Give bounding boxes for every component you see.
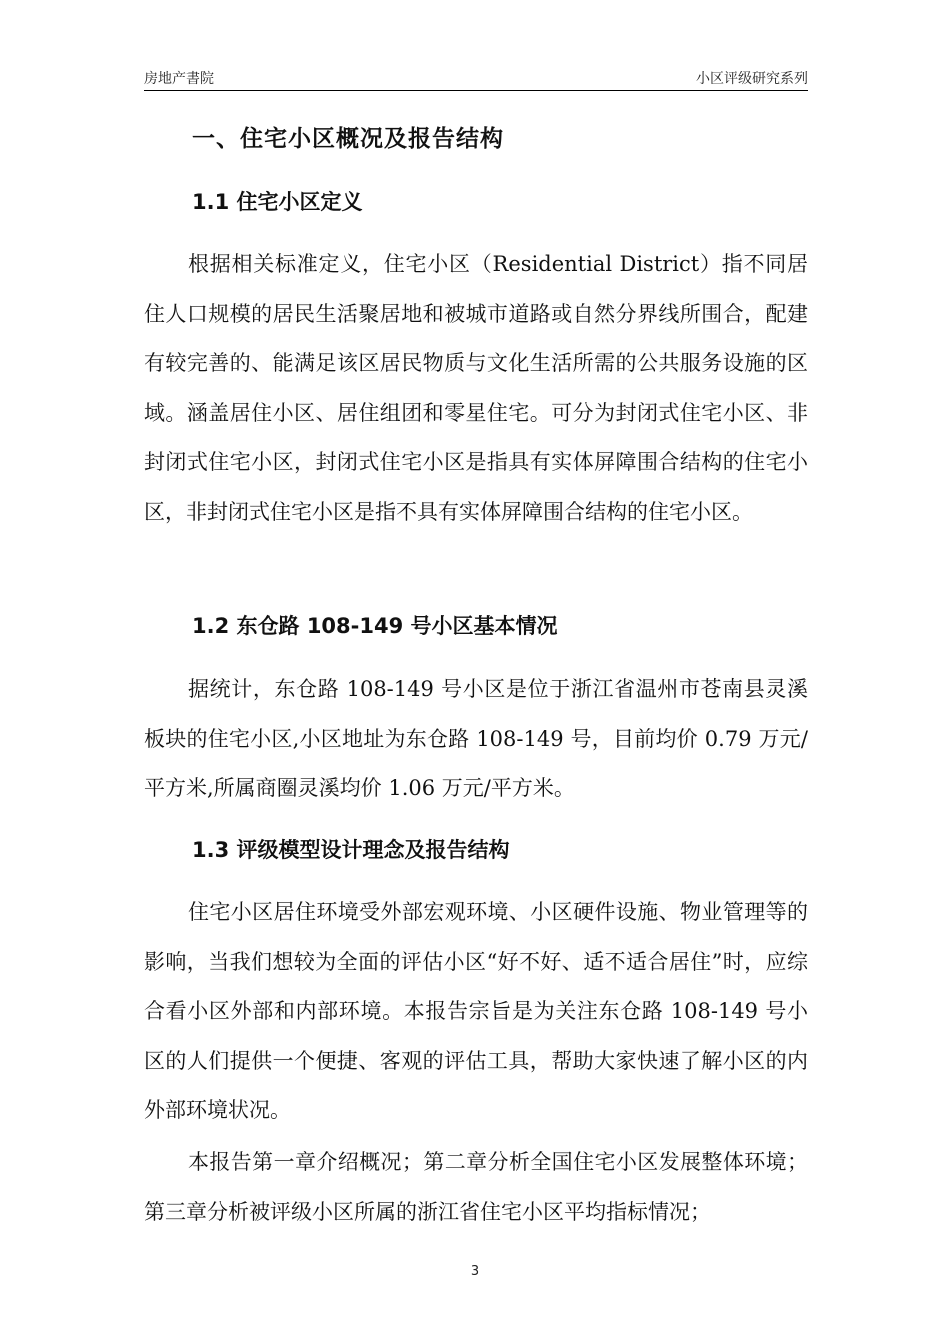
paragraph-definition: 根据相关标准定义，住宅小区（Residential District）指不同居住人口规模的居民生活聚居地和被城市道路或自然分界线所围合，配建有较完善的、能满足该区居民物质与文化生活所需的公共服务设施的区域。涵盖居住小区、居住组团和零星住宅。可分为封闭式住宅小区、非封闭式住宅小区，封闭式住宅小区是指具有实体屏障围合结构的住宅小区，非封闭式住宅小区是指不具有实体屏障围合结构的住宅小区。 bbox=[144, 252, 808, 524]
section-title-1-3: 1.3 评级模型设计理念及报告结构 bbox=[192, 838, 510, 862]
chapter-title: 一、住宅小区概况及报告结构 bbox=[192, 126, 504, 152]
page-header bbox=[144, 66, 808, 91]
section-title-1-1: 1.1 住宅小区定义 bbox=[192, 190, 363, 214]
section-title-1-2: 1.2 东仓路 108-149 号小区基本情况 bbox=[192, 614, 558, 638]
header-series-title: 小区评级研究系列 bbox=[696, 71, 808, 87]
paragraph-basic-info: 据统计，东仓路 108-149 号小区是位于浙江省温州市苍南县灵溪板块的住宅小区,小区地址为东仓路 108-149 号，目前均价 0.79 万元/平方米,所属商圈灵溪均价 1.06 万元/平方米。 bbox=[144, 677, 808, 800]
page-number: 3 bbox=[470, 1264, 480, 1279]
header-publisher: 房地产書院 bbox=[144, 71, 214, 87]
paragraph-report-structure: 本报告第一章介绍概况；第二章分析全国住宅小区发展整体环境；第三章分析被评级小区所属的浙江省住宅小区平均指标情况； bbox=[144, 1150, 808, 1224]
paragraph-design-concept: 住宅小区居住环境受外部宏观环境、小区硬件设施、物业管理等的影响，当我们想较为全面的评估小区“好不好、适不适合居住”时，应综合看小区外部和内部环境。本报告宗旨是为关注东仓路 108-149 号小区的人们提供一个便捷、客观的评估工具，帮助大家快速了解小区的内外部环境状况。 bbox=[144, 900, 808, 1122]
